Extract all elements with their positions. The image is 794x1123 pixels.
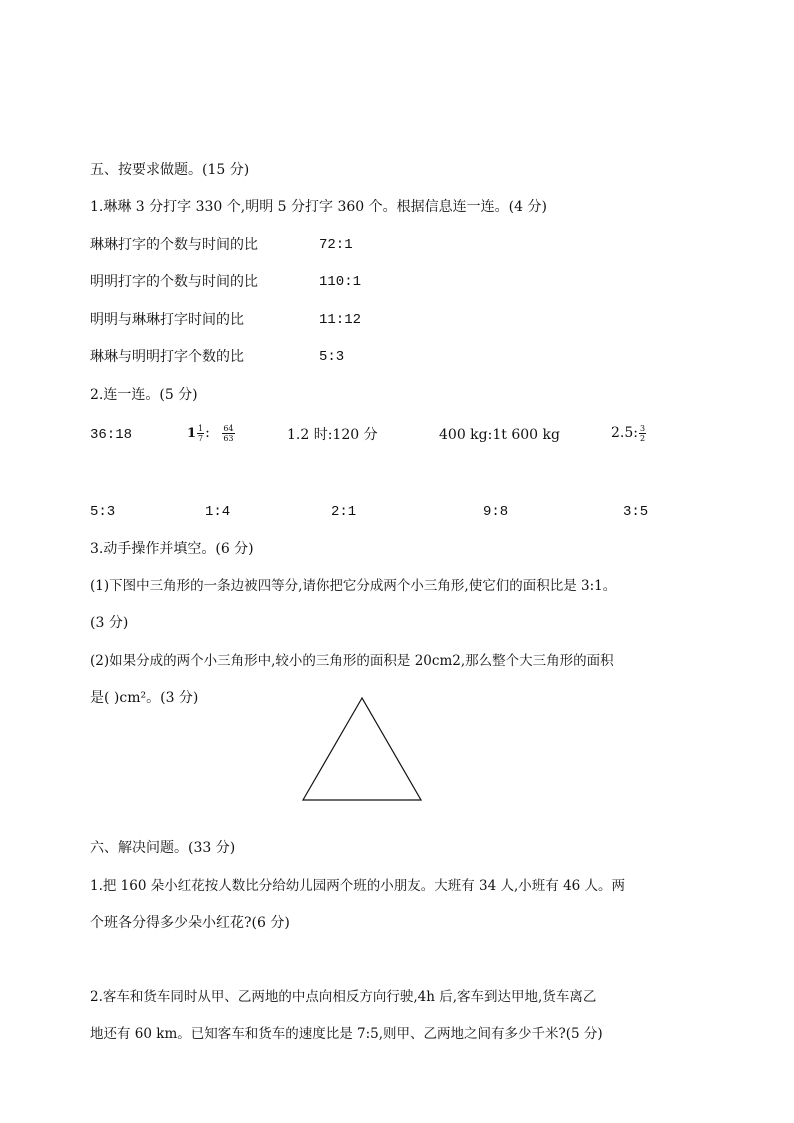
fraction-3-2: $\frac{3}{2}$ bbox=[639, 423, 646, 443]
fraction-64-63: $\frac{64}{63}$ bbox=[223, 423, 234, 443]
q2-stem: 2.连一连。(5 分) bbox=[90, 387, 198, 403]
q1-right-item: 11:12 bbox=[319, 312, 362, 328]
q2-bottom-item: 2:1 bbox=[331, 504, 357, 520]
q1-left-item: 琳琳打字的个数与时间的比 bbox=[90, 237, 258, 253]
q2-top-item-3: 1.2 时:120 分 bbox=[287, 427, 378, 443]
q3-part2-line1: (2)如果分成的两个小三角形中,较小的三角形的面积是 20cm2,那么整个大三角形的面积 bbox=[90, 653, 614, 669]
triangle bbox=[303, 698, 421, 800]
ratio-prefix: 2.5: bbox=[611, 425, 638, 441]
q1-stem: 1.琳琳 3 分打字 330 个,明明 5 分打字 360 个。根据信息连一连。(4 分) bbox=[90, 199, 547, 215]
s6-q1-line2: 个班各分得多少朵小红花?(6 分) bbox=[90, 915, 290, 931]
q2-top-item-5 bbox=[611, 423, 647, 443]
q1-right-item: 110:1 bbox=[319, 274, 362, 290]
q1-left-item: 琳琳与明明打字个数的比 bbox=[90, 349, 244, 365]
q2-bottom-item: 5:3 bbox=[90, 504, 116, 520]
q3-part1-line2: (3 分) bbox=[90, 615, 129, 631]
q2-top-item-4: 400 kg:1t 600 kg bbox=[439, 427, 560, 443]
q3-stem: 3.动手操作并填空。(6 分) bbox=[90, 541, 254, 557]
q2-top-item-1: 36:18 bbox=[90, 427, 133, 443]
q2-bottom-item: 3:5 bbox=[623, 504, 649, 520]
q3-part2-line2: 是( )cm²。(3 分) bbox=[90, 690, 199, 706]
mixed-integer: 1 bbox=[187, 426, 197, 441]
s6-q2-line2: 地还有 60 km。已知客车和货车的速度比是 7:5,则甲、乙两地之间有多少千米?(5 分) bbox=[90, 1026, 603, 1042]
section5-heading: 五、按要求做题。(15 分) bbox=[90, 162, 250, 178]
s6-q1-line1: 1.把 160 朵小红花按人数比分给幼儿园两个班的小朋友。大班有 34 人,小班有 46 人。两 bbox=[90, 878, 626, 894]
q1-left-item: 明明打字的个数与时间的比 bbox=[90, 274, 258, 290]
q1-right-item: 72:1 bbox=[319, 237, 353, 253]
q1-left-item: 明明与琳琳打字时间的比 bbox=[90, 312, 244, 328]
fraction-1-7: $\frac{1}{7}$ bbox=[198, 423, 204, 443]
q1-right-item: 5:3 bbox=[319, 349, 345, 365]
q2-bottom-item: 9:8 bbox=[483, 504, 509, 520]
triangle-figure bbox=[300, 694, 426, 804]
section6-heading: 六、解决问题。(33 分) bbox=[90, 840, 236, 856]
s6-q2-line1: 2.客车和货车同时从甲、乙两地的中点向相反方向行驶,4h 后,客车到达甲地,货车离乙 bbox=[90, 989, 597, 1005]
q2-top-item-2 bbox=[187, 423, 236, 444]
ratio-colon: : bbox=[205, 425, 210, 441]
q3-part1-line1: (1)下图中三角形的一条边被四等分,请你把它分成两个小三角形,使它们的面积比是 3:1。 bbox=[90, 578, 617, 594]
q2-bottom-item: 1:4 bbox=[205, 504, 231, 520]
